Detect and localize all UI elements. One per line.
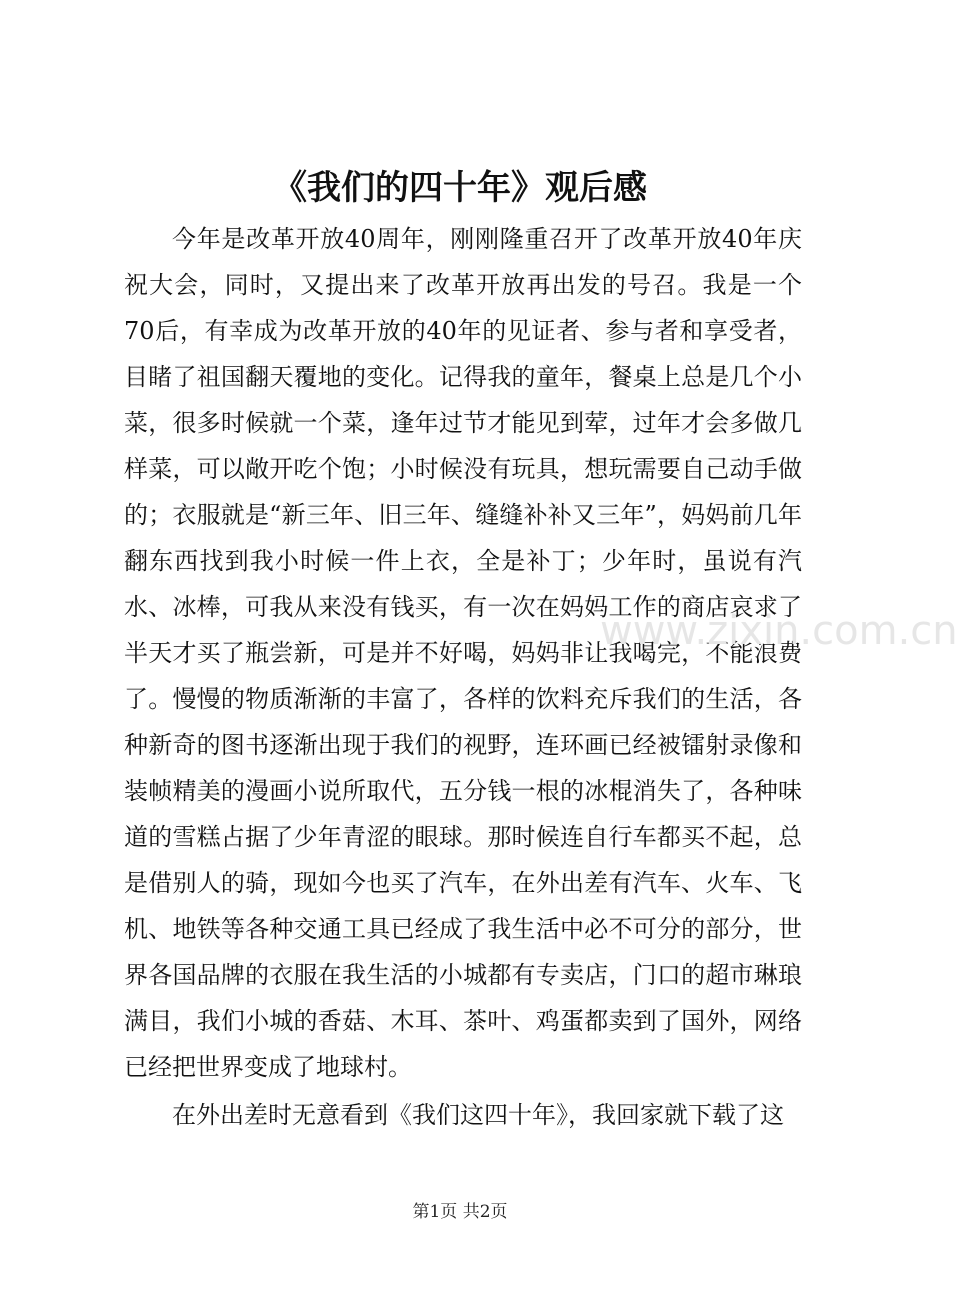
paragraph-2: 在外出差时无意看到《我们这四十年》，我回家就下载了这 (172, 1101, 784, 1129)
paragraph-1: 今年是改革开放40周年，刚刚隆重召开了改革开放40年庆祝大会，同时，又提出来了改革开放再出发的号召。我是一个70后，有幸成为改革开放的40年的见证者、参与者和享受者，目睹了祖国翻天覆地的变化。记得我的童年，餐桌上总是几个小菜，很多时候就一个菜，逢年过节才能见到荤，过年才会多做几样菜，可以敞开吃个饱；小时候没有玩具，想玩需要自己动手做的；衣服就是“新三年、旧三年、缝缝补补又三年”，妈妈前几年翻东西找到我小时候一件上衣，全是补丁；少年时，虽说有汽水、冰棒，可我从来没有钱买，有一次在妈妈工作的商店哀求了半天才买了瓶尝新，可是并不好喝，妈妈非让我喝完，不能浪费了。慢慢的物质渐渐的丰富了，各样的饮料充斥我们的生活，各种新奇的图书逐渐出现于我们的视野，连环画已经被镭射录像和装帧精美的漫画小说所取代，五分钱一根的冰棍消失了，各种味道的雪糕占据了少年青涩的眼球。那时候连自行车都买不起，总是借别人的骑，现如今也买了汽车，在外出差有汽车、火车、飞机、地铁等各种交通工具已经成了我生活中必不可分的部分，世界各国品牌的衣服在我生活的小城都有专卖店，门口的超市琳琅满目，我们小城的香菇、木耳、茶叶、鸡蛋都卖到了国外，网络已经把世界变成了地球村。 (124, 225, 802, 1081)
watermark: www.zixin.com.cn (600, 608, 958, 654)
page-footer: 第1页 共2页 (412, 1202, 508, 1222)
document-title: 《我们的四十年》观后感 (273, 168, 647, 208)
